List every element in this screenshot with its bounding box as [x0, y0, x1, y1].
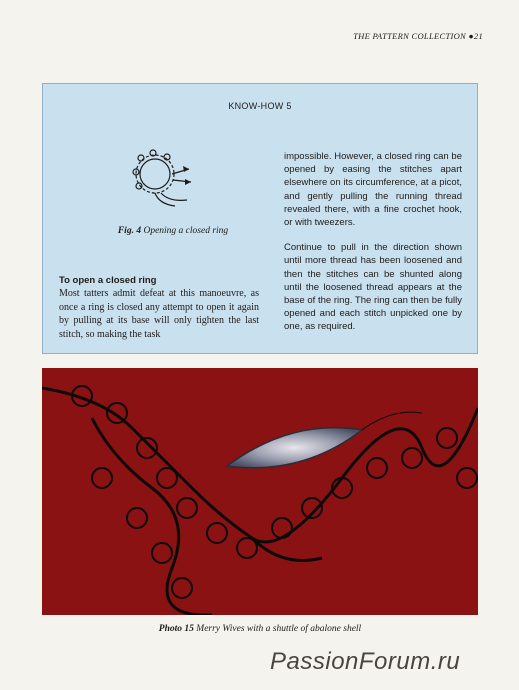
right-column	[284, 150, 462, 346]
running-title: THE PATTERN COLLECTION	[353, 31, 467, 41]
running-header	[353, 31, 483, 41]
ring-diagram-icon	[117, 144, 207, 214]
subheading: To open a closed ring	[59, 275, 157, 286]
know-how-box	[42, 83, 478, 354]
photo-label: Photo 15	[158, 624, 194, 634]
figure-label: Fig. 4	[117, 226, 142, 236]
figure-caption-text: Opening a closed ring	[143, 226, 229, 236]
lace-photo	[42, 368, 478, 615]
box-title: KNOW-HOW 5	[228, 101, 292, 111]
photo-caption	[42, 624, 478, 634]
left-column	[59, 274, 259, 341]
watermark: PassionForum.ru	[270, 648, 461, 675]
right-paragraph-1: impossible. However, a closed ring can be opened by easing the stitches apart elsewhere on its circumference, at a picot, and gently pulling the running thread revealed there, with a fine crochet hook, or with tweezers.	[284, 151, 462, 229]
photo-caption-text: Merry Wives with a shuttle of abalone shell	[196, 624, 362, 634]
tatting-lace-image	[42, 368, 478, 615]
right-paragraph-2: Continue to pull in the direction shown until more thread has been loosened and then the stitches can be shunted along until the loosened thread appears at the base of the ring. The ring can then be fully opened and each stitch unpicked one by one, as required.	[284, 242, 462, 333]
left-paragraph: Most tatters admit defeat at this manoeuvre, as once a ring is closed any attempt to open it again by pulling at its base will only tighten the last stitch, so making the task	[59, 288, 259, 340]
page-number: 21	[473, 31, 483, 41]
bullet-icon: ●	[468, 31, 474, 41]
figure-caption	[83, 226, 263, 236]
